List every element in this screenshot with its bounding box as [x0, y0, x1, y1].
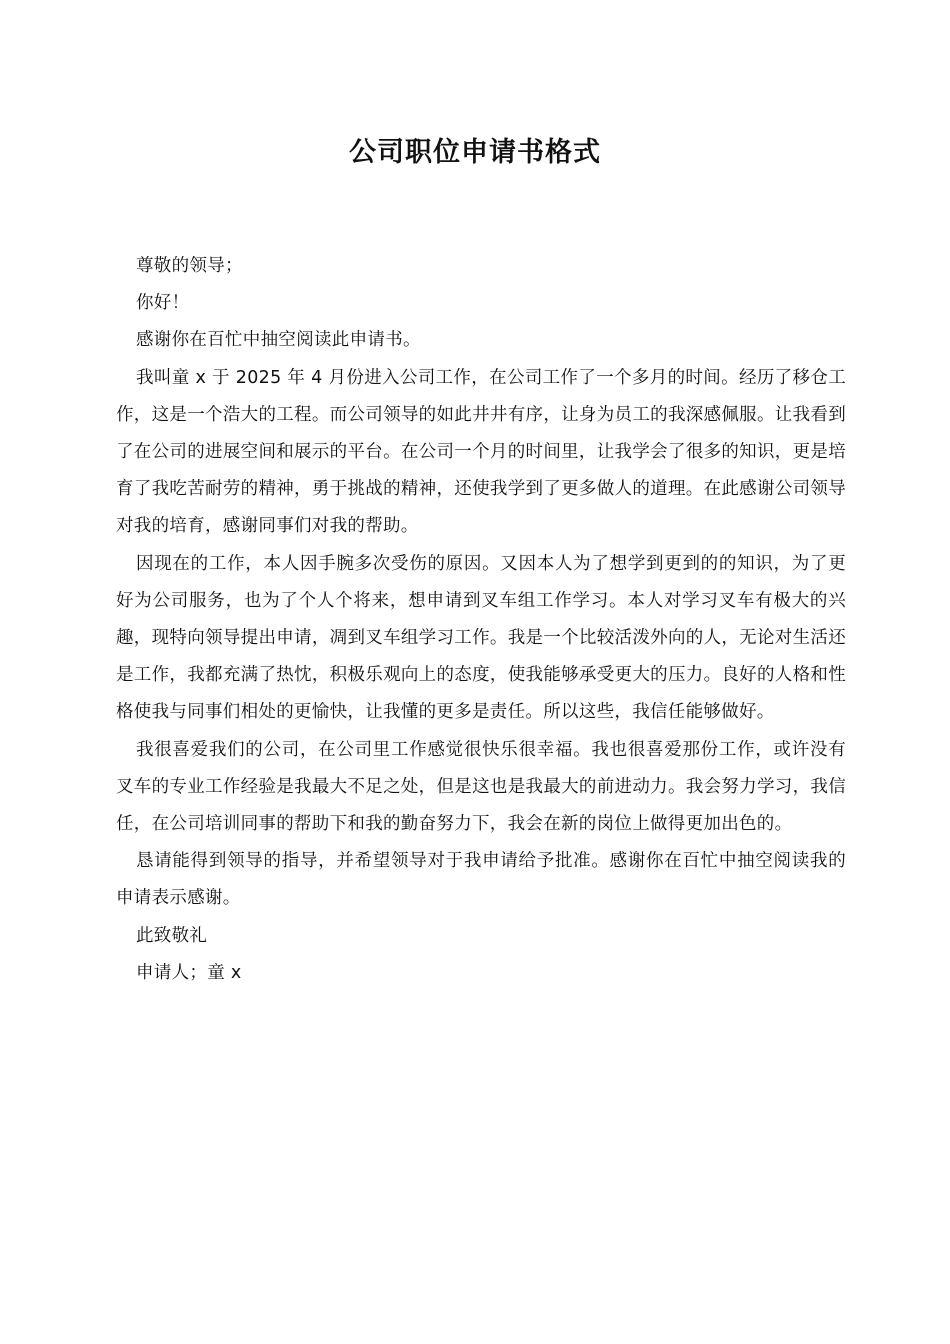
- document-body: [116, 248, 846, 992]
- body-paragraph-commitment: 我很喜爱我们的公司，在公司里工作感觉很快乐很幸福。我也很喜爱那份工作，或许没有叉车的专业工作经验是我最大不足之处，但是这也是我最大的前进动力。我会努力学习，我信任，在公司培训同事的帮助下和我的勤奋努力下，我会在新的岗位上做得更加出色的。: [116, 739, 846, 835]
- opening-paragraph: 感谢你在百忙中抽空阅读此申请书。: [136, 330, 421, 351]
- closing-regards: 此致敬礼: [136, 925, 208, 946]
- signature-line: 申请人；童 x: [136, 962, 242, 983]
- body-paragraph-introduction: 我叫童 x 于 2025 年 4 月份进入公司工作，在公司工作了一个多月的时间。经历了移仓工作，这是一个浩大的工程。而公司领导的如此井井有序，让身为员工的我深感佩服。让我看到了在公司的进展空间和展示的平台。在公司一个月的时间里，让我学会了很多的知识，更是培育了我吃苦耐劳的精神，勇于挑战的精神，还使我学到了更多做人的道理。在此感谢公司领导对我的培育，感谢同事们对我的帮助。: [116, 367, 846, 537]
- body-paragraph-request: 因现在的工作，本人因手腕多次受伤的原因。又因本人为了想学到更到的的知识，为了更好为公司服务，也为了个人个将来，想申请到叉车组工作学习。本人对学习叉车有极大的兴趣，现特向领导提出申请，凋到叉车组学习工作。我是一个比较活泼外向的人，无论对生活还是工作，我都充满了热忱，积极乐观向上的态度，使我能够承受更大的压力。良好的人格和性格使我与同事们相处的更愉快，让我懂的更多是责任。所以这些，我信任能够做好。: [116, 553, 846, 723]
- salutation: 尊敬的领导；: [136, 256, 243, 276]
- document-title: 公司职位申请书格式: [349, 137, 601, 168]
- greeting: 你好！: [136, 293, 190, 314]
- closing-paragraph: 恳请能得到领导的指导，并希望领导对于我申请给予批准。感谢你在百忙中抽空阅读我的申请表示感谢。: [116, 851, 846, 909]
